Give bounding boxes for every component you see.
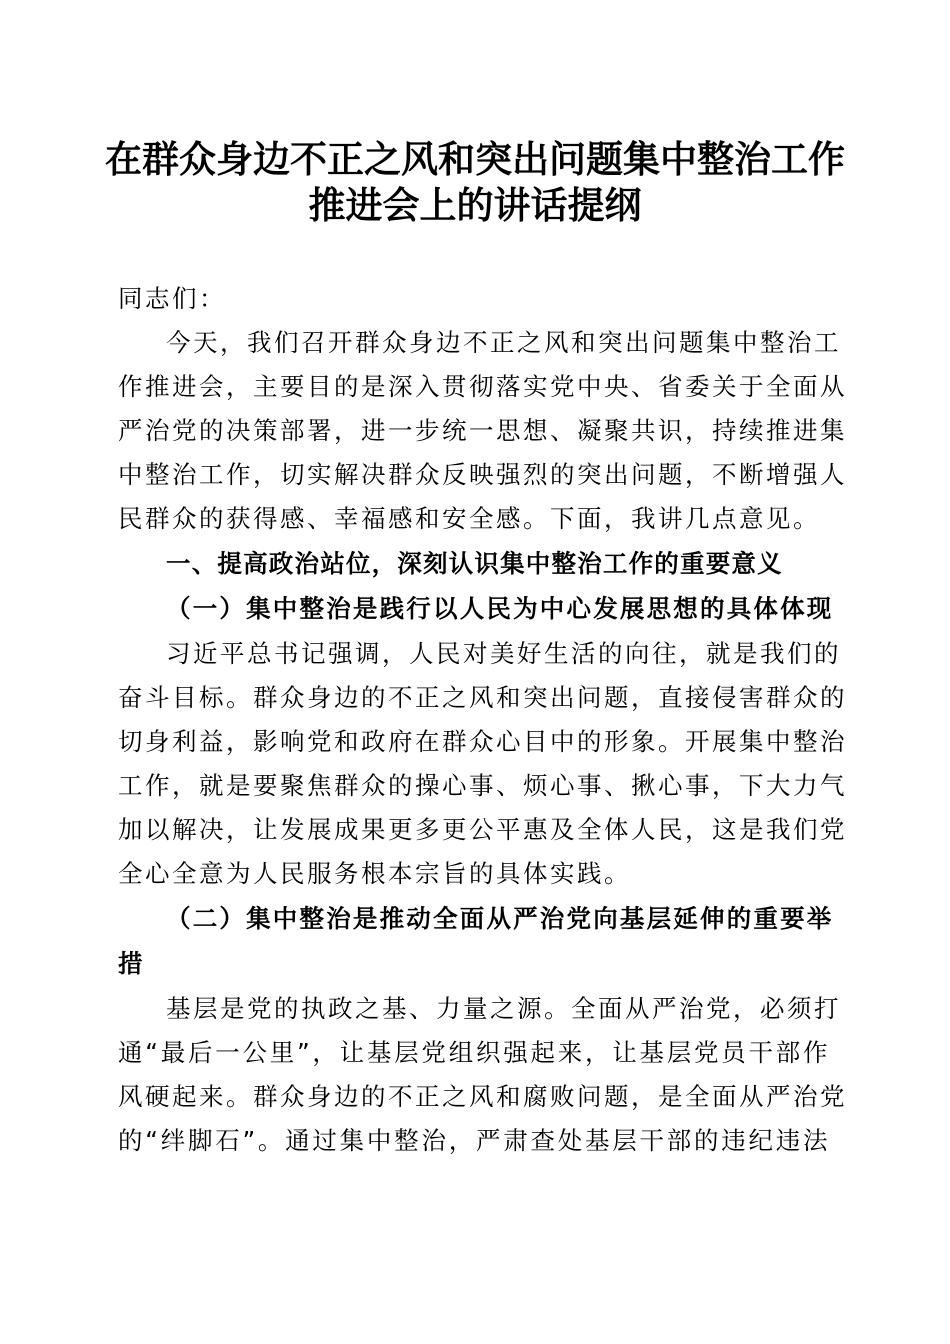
intro-line: 民群众的获得感、幸福感和安全感。下面，我讲几点意见。: [118, 504, 820, 533]
subsection-2-heading-line-1: （二）集中整治是推动全面从严治党向基层延伸的重要举: [166, 904, 834, 933]
document-title-line-2: 推进会上的讲话提纲: [308, 183, 642, 227]
subsection-1-line: 习近平总书记强调，人民对美好生活的向往，就是我们的: [166, 639, 841, 668]
document-title-line-1: 在群众身边不正之风和突出问题集中整治工作: [105, 137, 845, 181]
subsection-1-line: 全心全意为人民服务根本宗旨的具体实践。: [118, 859, 631, 888]
intro-line: 中整治工作，切实解决群众反映强烈的突出问题，不断增强人: [118, 460, 847, 489]
subsection-1-line: 切身利益，影响党和政府在群众心目中的形象。开展集中整治: [118, 727, 847, 756]
subsection-1-line: 奋斗目标。群众身边的不正之风和突出问题，直接侵害群众的: [118, 683, 847, 712]
subsection-1-line: 加以解决，让发展成果更多更公平惠及全体人民，这是我们党: [118, 815, 847, 844]
subsection-2-line: 基层是党的执政之基、力量之源。全面从严治党，必须打: [166, 994, 841, 1023]
salutation: 同志们：: [118, 284, 226, 313]
subsection-2-line: 的“绊脚石”。通过集中整治，严肃查处基层干部的违纪违法: [118, 1126, 830, 1155]
subsection-2-line: 通“最后一公里”，让基层党组织强起来，让基层党员干部作: [118, 1038, 830, 1067]
section-1-heading: 一、提高政治站位，深刻认识集中整治工作的重要意义: [166, 549, 783, 578]
subsection-1-heading: （一）集中整治是践行以人民为中心发展思想的具体体现: [166, 594, 834, 623]
intro-line: 今天，我们召开群众身边不正之风和突出问题集中整治工: [166, 328, 841, 357]
subsection-1-line: 工作，就是要聚焦群众的操心事、烦心事、揪心事，下大力气: [118, 771, 847, 800]
subsection-2-line: 风硬起来。群众身边的不正之风和腐败问题，是全面从严治党: [118, 1082, 847, 1111]
subsection-2-heading-line-2: 措: [118, 949, 145, 978]
intro-line: 严治党的决策部署，进一步统一思想、凝聚共识，持续推进集: [118, 416, 847, 445]
intro-line: 作推进会，主要目的是深入贯彻落实党中央、省委关于全面从: [118, 372, 847, 401]
